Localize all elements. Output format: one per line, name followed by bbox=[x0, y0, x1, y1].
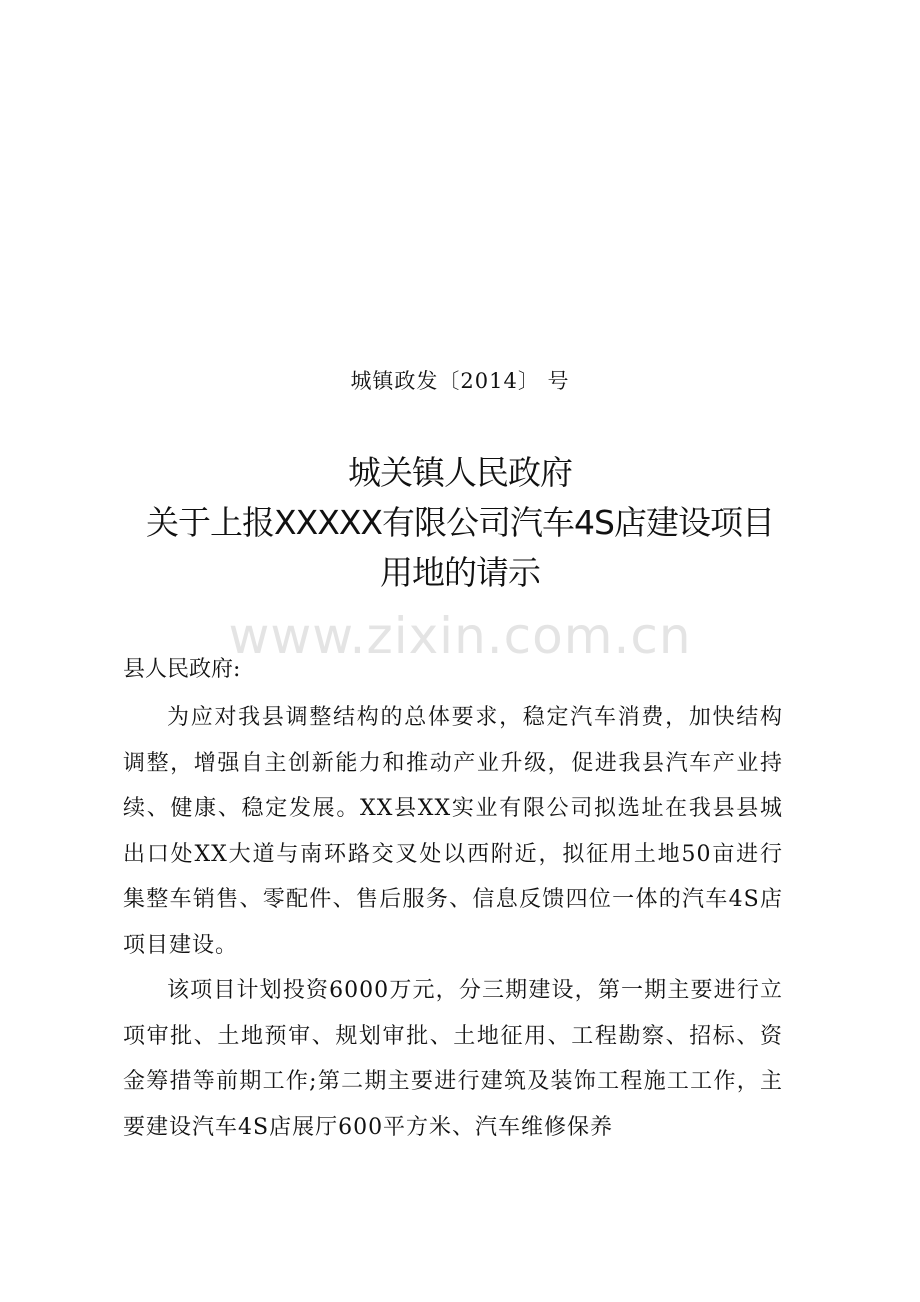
document-body bbox=[123, 695, 783, 1150]
title-line-3: 用地的请示 bbox=[380, 553, 540, 592]
document-title bbox=[0, 448, 920, 598]
body-paragraph-2: 该项目计划投资6000万元，分三期建设，第一期主要进行立项审批、土地预审、规划审批、土地征用、工程勘察、招标、资金筹措等前期工作;第二期主要进行建筑及装饰工程施工工作，主要建设汽车4S店展厅600平方米、汽车维修保养 bbox=[123, 978, 783, 1140]
body-paragraph-1: 为应对我县调整结构的总体要求，稳定汽车消费，加快结构调整，增强自主创新能力和推动产业升级，促进我县汽车产业持续、健康、稳定发展。XX县XX实业有限公司拟选址在我县县城出口处XX大道与南环路交叉处以西附近，拟征用土地50亩进行集整车销售、零配件、售后服务、信息反馈四位一体的汽车4S店项目建设。 bbox=[123, 705, 783, 958]
title-line-1: 城关镇人民政府 bbox=[348, 453, 572, 492]
document-number: 城镇政发〔2014〕 号 bbox=[350, 369, 570, 393]
salutation: 县人民政府: bbox=[123, 657, 241, 682]
title-line-2: 关于上报XXXXX有限公司汽车4S店建设项目 bbox=[146, 503, 774, 542]
watermark: www.zixin.com.cn bbox=[228, 607, 692, 665]
